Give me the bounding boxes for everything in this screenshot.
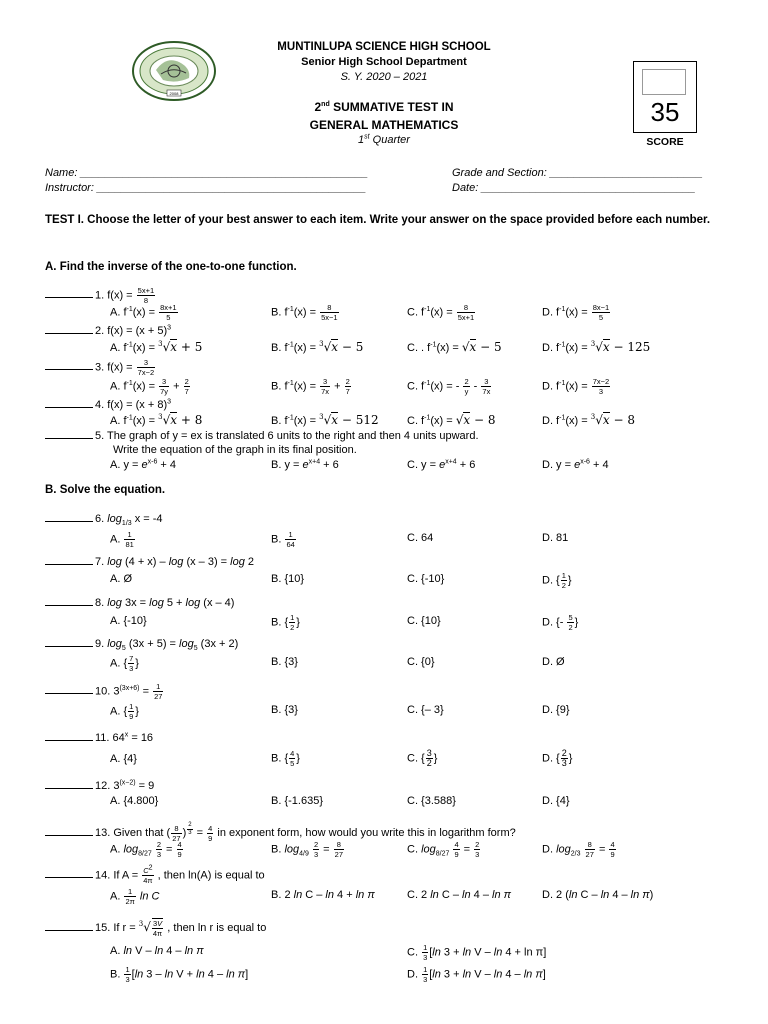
q8-option-c: C. {10}: [407, 615, 441, 627]
q15-option-b: B. $\frac{1}{3}$ [ln 3 – ln V + ln 4 – ln π]: [110, 965, 249, 984]
q4-option-c: C. $f^{-1}(x) = √x - 8$: [407, 413, 496, 427]
test-title-line-1: 2nd SUMMATIVE TEST IN: [314, 100, 454, 114]
q9-option-c: C. {0}: [407, 656, 435, 668]
q12-option-a: A. {4.800}: [110, 795, 159, 807]
answer-blank[interactable]: [45, 564, 93, 565]
test-title-line-2: GENERAL MATHEMATICS: [309, 118, 459, 132]
score-value: 35: [650, 97, 680, 127]
question-2: 2. $f(x) = (x + 5)^3$: [45, 325, 171, 337]
question-6: 6. $\log_{1/3} x = -4$: [45, 513, 163, 525]
question-9: 9. $\log_5 (3x + 5) = \log_5 (3x + 2)$: [45, 638, 238, 650]
q3-option-c: C. $f^{-1}(x)$ = - $\frac{2}{y}$ - $\frac{3}{7x}$: [407, 377, 491, 396]
q15-option-c: C. $\frac{1}{3}$ [ln 3 + ln V – ln 4 + ln π]: [407, 943, 547, 962]
q7-option-b: B. {10}: [271, 573, 305, 585]
q7-option-a: A. Ø: [110, 573, 133, 585]
answer-blank[interactable]: [45, 646, 93, 647]
q15-option-a: A. ln V – ln 4 – ln π: [110, 945, 204, 957]
q9-option-d: D. Ø: [542, 656, 565, 668]
q12-option-d: D. {4}: [542, 795, 570, 807]
question-13: 13. Given that ( $\frac{8}{27}$ ) $^{\frac{2}{3}}$ = $\frac{4}{9}$ in exponent form, how would you write this in logarithm form?: [45, 822, 516, 843]
question-10: 10. $3^{(3x+6)}$ = $\frac{1}{27}$: [45, 682, 164, 701]
question-8: 8. log 3x = log 5 + log (x – 4): [45, 597, 234, 609]
q9-option-a: A. { $\frac{7}{3}$ }: [110, 654, 139, 673]
question-14: 14. If A = $\frac{C^2}{4\pi}$ , then ln(A) is equal to: [45, 866, 265, 885]
name-field[interactable]: Name: _______________________________________________: [45, 167, 368, 179]
question-3: 3. f(x) = $\frac{3}{7x-2}$: [45, 358, 156, 377]
q12-option-b: B. {-1.635}: [271, 795, 323, 807]
test-instructions: TEST I. Choose the letter of your best answer to each item. Write your answer on the space provided before each number.: [45, 214, 711, 226]
question-15: 15. If r = $^3$√ $\frac{3V}{4\pi}$ , then ln r is equal to: [45, 918, 266, 938]
q8-option-b: B. { $\frac{1}{2}$ }: [271, 613, 300, 632]
answer-blank[interactable]: [45, 740, 93, 741]
q12-option-c: C. {3.588}: [407, 795, 456, 807]
question-1: 1. f(x) = $\frac{5x+1}{8}$: [45, 286, 156, 305]
q6-option-c: C. 64: [407, 532, 434, 544]
q1-option-c: C. $f^{-1}(x)$ = $\frac{8}{5x+1}$: [407, 303, 475, 322]
q4-option-b: B. $f^{-1}(x) = ^3√x - 512$: [271, 413, 379, 427]
q6-option-d: D. 81: [542, 532, 569, 544]
q3-option-a: A. $f^{-1}(x)$ = $\frac{3}{7y}$ + $\frac{2}{7}$: [110, 377, 189, 396]
q1-option-b: B. $f^{-1}(x)$ = $\frac{8}{5x-1}$: [271, 303, 338, 322]
instructor-field[interactable]: Instructor: ____________________________________________: [45, 182, 367, 194]
answer-blank[interactable]: [45, 693, 93, 694]
question-12: 12. $3^{(x-2)} = 9$: [45, 780, 154, 792]
svg-text:2008: 2008: [169, 91, 179, 96]
question-11: 11. $64^x = 16$: [45, 732, 153, 744]
q1-option-d: D. $f^{-1}(x)$ = $\frac{8x-1}{5}$: [542, 303, 610, 322]
q10-option-d: D. {9}: [542, 704, 570, 716]
answer-blank[interactable]: [45, 605, 93, 606]
answer-blank[interactable]: [45, 407, 93, 408]
answer-blank[interactable]: [45, 788, 93, 789]
question-5: 5. The graph of y = ex is translated 6 units to the right and then 4 units upward.: [45, 430, 479, 442]
answer-blank[interactable]: [45, 438, 93, 439]
quarter-label: 1st Quarter: [358, 133, 410, 146]
q10-option-b: B. {3}: [271, 704, 298, 716]
q6-option-a: A. $\frac{1}{81}$: [110, 530, 134, 549]
question-7: 7. log (4 + x) – log (x – 3) = log 2: [45, 556, 254, 568]
answer-blank[interactable]: [45, 930, 93, 931]
q2-option-b: B. $f^{-1}(x) = ^3√x - 5$: [271, 340, 364, 354]
q11-option-c: C. { $\frac{3}{2}$ }: [407, 748, 438, 768]
answer-blank[interactable]: [45, 877, 93, 878]
q14-option-c: C. 2 ln C – ln 4 – ln π: [407, 889, 511, 901]
q3-option-d: D. $f^{-1}(x)$ = $\frac{7x-2}{3}$: [542, 377, 610, 396]
score-box: [633, 61, 697, 133]
answer-blank[interactable]: [45, 333, 93, 334]
q11-option-a: A. {4}: [110, 753, 137, 765]
q13-option-c: C. $\log_{8/27}$ $\frac{4}{9}$ = $\frac{2}{3}$: [407, 840, 480, 859]
q13-option-b: B. $\log_{4/9}$ $\frac{2}{3}$ = $\frac{8}{27}$: [271, 840, 343, 859]
q5-option-d: D. $y = e^{x-6} + 4$: [542, 458, 609, 471]
q7-option-d: D. { $\frac{1}{2}$ }: [542, 571, 572, 590]
q13-option-a: A. $\log_{8/27}$ $\frac{2}{3}$ = $\frac{4}{9}$: [110, 840, 182, 859]
q6-option-b: B. $\frac{1}{64}$: [271, 530, 295, 549]
school-name: MUNTINLUPA SCIENCE HIGH SCHOOL: [277, 41, 491, 53]
grade-section-field[interactable]: Grade and Section: _________________________: [452, 167, 703, 179]
q14-option-b: B. 2 ln C – ln 4 + ln π: [271, 889, 375, 901]
q8-option-a: A. {-10}: [110, 615, 147, 627]
q14-option-d: D. 2 (ln C – ln 4 – ln π): [542, 889, 654, 901]
q13-option-d: D. $\log_{2/3}$ $\frac{8}{27}$ = $\frac{4}{9}$: [542, 840, 615, 859]
q2-option-a: A. $f^{-1}(x) = ^3√x + 5$: [110, 340, 203, 354]
q1-option-a: A. $f^{-1}(x)$ = $\frac{8x+1}{5}$: [110, 303, 177, 322]
answer-blank[interactable]: [45, 835, 93, 836]
score-label: SCORE: [646, 136, 684, 148]
q10-option-a: A. { $\frac{1}{9}$ }: [110, 702, 139, 721]
q2-option-c: C. . $f^{-1}(x) = √x - 5$: [407, 340, 502, 354]
q9-option-b: B. {3}: [271, 656, 298, 668]
answer-blank[interactable]: [45, 369, 93, 370]
answer-blank[interactable]: [45, 521, 93, 522]
q4-option-a: A. $f^{-1}(x) = ^3√x + 8$: [110, 413, 203, 427]
date-field[interactable]: Date: ___________________________________: [452, 182, 696, 194]
q5-option-b: B. $y = e^{x+4} + 6$: [271, 458, 339, 471]
q11-option-b: B. { $\frac{4}{5}$ }: [271, 749, 300, 768]
q8-option-d: D. {- $\frac{5}{2}$ }: [542, 613, 579, 632]
q5-option-c: C. $y = e^{x+4} + 6$: [407, 458, 476, 471]
question-5-line-2: Write the equation of the graph in its final position.: [113, 444, 357, 456]
q14-option-a: A. $\frac{1}{2\pi}$ ln C: [110, 887, 160, 906]
q2-option-d: D. $f^{-1}(x) = ^3√x - 125$: [542, 340, 651, 354]
school-seal-logo: [131, 40, 217, 102]
q11-option-d: D. { $\frac{2}{3}$ }: [542, 748, 573, 768]
department-name: Senior High School Department: [301, 56, 467, 68]
school-year: S. Y. 2020 – 2021: [340, 71, 428, 83]
section-a-heading: A. Find the inverse of the one-to-one function.: [45, 261, 297, 273]
section-b-heading: B. Solve the equation.: [45, 484, 166, 496]
answer-blank[interactable]: [45, 297, 93, 298]
question-4: 4. $f(x) = (x + 8)^3$: [45, 399, 171, 411]
q5-option-a: A. $y = e^{x-6} + 4$: [110, 458, 177, 471]
q4-option-d: D. $f^{-1}(x) = ^3√x - 8$: [542, 413, 635, 427]
q3-option-b: B. $f^{-1}(x)$ = $\frac{3}{7x}$ + $\frac{2}{7}$: [271, 377, 350, 396]
q7-option-c: C. {-10}: [407, 573, 445, 585]
q15-option-d: D. $\frac{1}{3}$ [ln 3 + ln V – ln 4 – ln π]: [407, 965, 546, 984]
q10-option-c: C. {– 3}: [407, 704, 444, 716]
